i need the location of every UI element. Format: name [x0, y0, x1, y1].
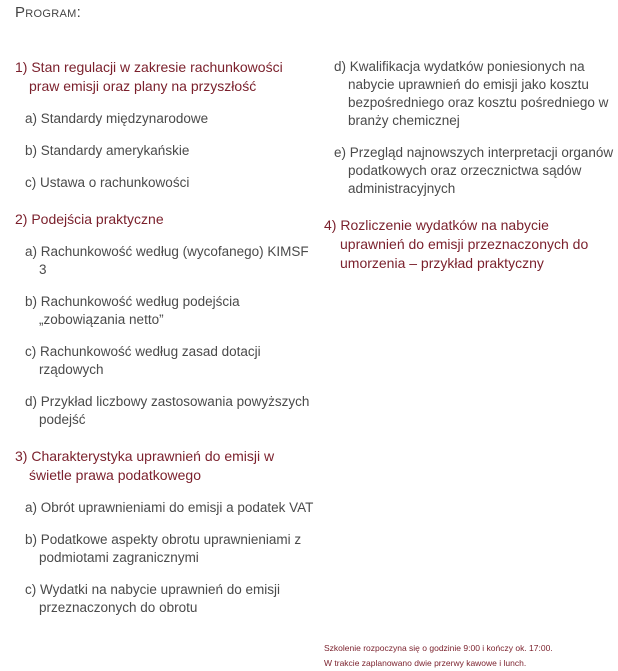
section-title: 4) Rozliczenie wydatków na nabycie uprawnień do emisji przeznaczonych do umorzenia – przykład praktyczny: [324, 217, 589, 271]
section-title: 2) Podejścia praktyczne: [15, 211, 164, 227]
list-item: d) Przykład liczbowy zastosowania powyższych podejść: [25, 394, 310, 427]
schedule-note-line: W trakcie zaplanowano dwie przerwy kawowe i lunch.: [324, 658, 527, 668]
list-item: d) Kwalifikacja wydatków poniesionych na nabycie uprawnień do emisji jako kosztu bezpośredniego oraz kosztu pośredniego w branży chemicznej: [334, 59, 609, 128]
schedule-note-line: Szkolenie rozpoczyna się o godzinie 9:00 i kończy ok. 17:00.: [324, 643, 553, 653]
list-item: c) Rachunkowość według zasad dotacji rządowych: [25, 344, 261, 377]
section-2: [15, 210, 315, 429]
section-1: [15, 58, 315, 192]
section-title: 1) Stan regulacji w zakresie rachunkowości praw emisji oraz plany na przyszłość: [15, 59, 283, 94]
section-title: 3) Charakterystyka uprawnień do emisji w świetle prawa podatkowego: [15, 448, 275, 483]
right-column: [324, 58, 614, 291]
list-item: b) Podatkowe aspekty obrotu uprawnieniami z podmiotami zagranicznymi: [25, 532, 302, 565]
list-item: e) Przegląd najnowszych interpretacji organów podatkowych oraz orzecznictwa sądów administracyjnych: [334, 145, 614, 196]
section-4: [324, 216, 614, 273]
list-item: b) Rachunkowość według podejścia „zobowiązania netto”: [25, 294, 240, 327]
schedule-note: [324, 641, 553, 671]
list-item: a) Obrót uprawnieniami do emisji a podatek VAT: [25, 500, 314, 515]
section-3: [15, 447, 315, 617]
list-item: b) Standardy amerykańskie: [25, 143, 190, 158]
program-heading: Program:: [15, 4, 82, 21]
list-item: c) Wydatki na nabycie uprawnień do emisji przeznaczonych do obrotu: [25, 582, 280, 615]
section-3-continued: [324, 58, 614, 198]
list-item: c) Ustawa o rachunkowości: [25, 175, 190, 190]
list-item: a) Rachunkowość według (wycofanego) KIMSF 3: [25, 244, 309, 277]
list-item: a) Standardy międzynarodowe: [25, 111, 209, 126]
left-column: [15, 58, 315, 635]
